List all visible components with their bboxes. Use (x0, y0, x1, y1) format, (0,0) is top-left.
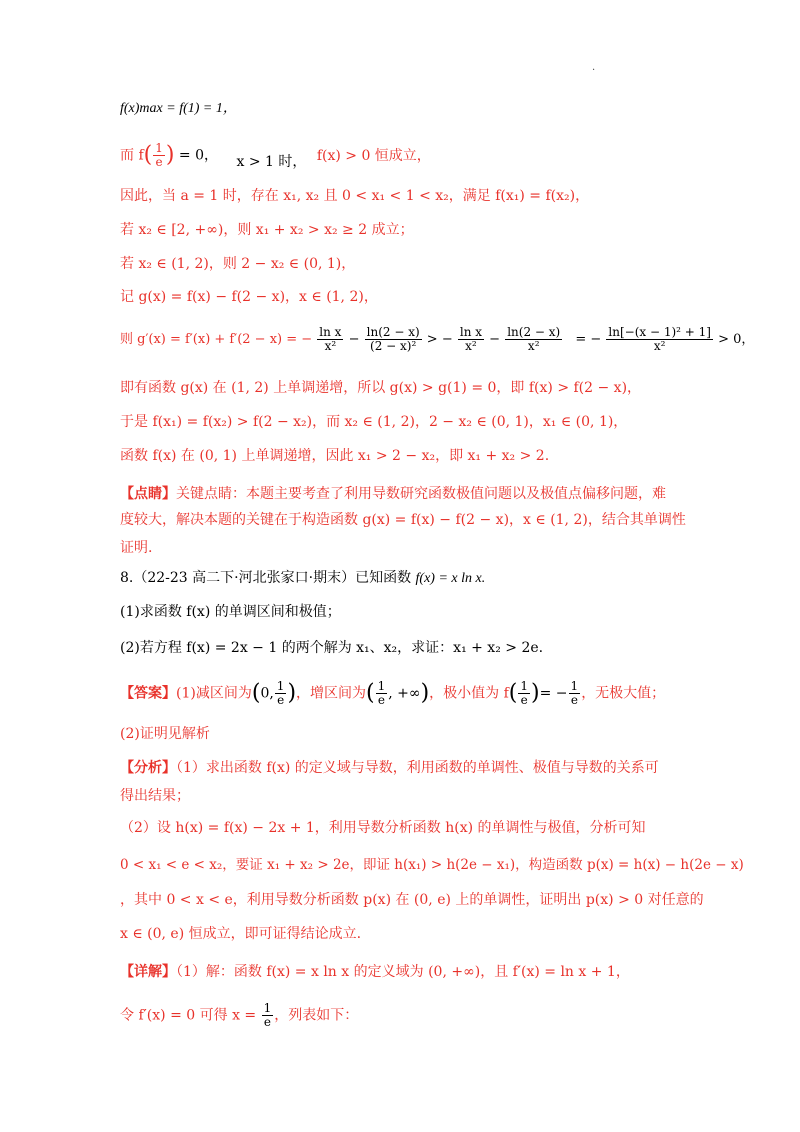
den: e (277, 693, 285, 707)
paren-open: ( (251, 680, 261, 706)
l23: ，其中 0 < x < e，利用导数分析函数 p(x) 在 (0, e) 上的单调性，证明出 p(x) > 0 对任意的 (120, 892, 704, 908)
problem-8-header: 8.（22-23 高二下·河北张家口·期末）已知函数 (120, 570, 412, 586)
l17-g: = − (539, 685, 568, 702)
frac-den: e (155, 155, 163, 169)
l11: 关键点睛：本题主要考查了利用导数研究函数极值问题以及极值点偏移问题，难 (176, 486, 666, 502)
line-analysis-4 (120, 855, 744, 875)
page-mark: . (592, 62, 596, 73)
frac-1-over-e (262, 1002, 274, 1029)
line-dianjing-1 (120, 484, 680, 504)
l05: 若 x₂ ∈ (1, 2)，则 2 − x₂ ∈ (0, 1)， (120, 256, 356, 272)
line-analysis-1 (120, 758, 680, 778)
l04: 若 x₂ ∈ [2, +∞)，则 x₁ + x₂ > x₂ ≥ 2 成立； (120, 222, 414, 238)
paren-close: ) (165, 142, 175, 168)
l07-d: − (489, 332, 501, 347)
l09: 于是 f(x₁) = f(x₂) > f(2 − x₂)，而 x₂ ∈ (1, 2)，2 − x₂ ∈ (0, 1)，x₁ ∈ (0, 1)， (120, 414, 628, 430)
l07-g: > 0， (718, 332, 755, 347)
l16: (2)若方程 f(x) = 2x − 1 的两个解为 x₁、x₂，求证：x₁ + x₂ > 2e. (120, 640, 544, 656)
analysis-tag: 【分析】 (120, 760, 176, 776)
l07-a: 则 g′(x) = f′(x) + f′(2 − x) = − (120, 332, 313, 347)
l02-f: f(x) > 0 恒成立， (316, 147, 431, 164)
frac-1-over-e (275, 680, 287, 707)
line-analysis-3 (120, 818, 680, 838)
num: ln(2 − x) (366, 325, 420, 339)
frac-1-over-e (376, 680, 388, 707)
line-analysis-2 (120, 786, 680, 806)
l10: 函数 f(x) 在 (0, 1) 上单调递增，因此 x₁ > 2 − x₂，即 x₁ + x₂ > 2. (120, 448, 550, 464)
line-detail-1 (120, 962, 680, 982)
frac-ln2x-x2 (505, 326, 562, 353)
frac-1-over-e (153, 142, 165, 169)
l25: （1）解：函数 f(x) = x ln x 的定义域为 (0, +∞)，且 f′(x) = ln x + 1， (176, 964, 630, 980)
frac-1-over-e (569, 680, 581, 707)
l19: （1）求出函数 f(x) 的定义域与导数，利用函数的单调性、极值与导数的关系可 (176, 760, 659, 776)
line-part-1 (120, 602, 680, 622)
l17-e: ，极小值为 f (429, 685, 509, 702)
l17-a: (1)减区间为 (176, 685, 252, 702)
num: 1 (276, 679, 285, 693)
den: e (263, 1015, 271, 1029)
frac-1-over-e (518, 680, 530, 707)
paren-open: ( (508, 680, 518, 706)
l17-d3: , +∞ (388, 685, 421, 702)
l24: x ∈ (0, e) 恒成立，即可证得结论成立. (120, 926, 362, 942)
frac-lnx-x2-a (317, 326, 343, 353)
line-g-increasing (120, 378, 680, 398)
l17-b: 0, (260, 685, 274, 702)
line-case-2 (120, 254, 680, 274)
line-therefore (120, 186, 680, 206)
num: 1 (263, 1001, 272, 1015)
line-define-g (120, 287, 680, 307)
line-part-2 (120, 638, 680, 658)
den: e (520, 693, 528, 707)
den: (2 − x)² (370, 339, 417, 353)
line-dianjing-3 (120, 538, 680, 558)
l12: 度较大，解决本题的关键在于构造函数 g(x) = f(x) − f(2 − x)，x ∈ (1, 2)，结合其单调性 (120, 512, 686, 528)
l07-b: − (348, 332, 360, 347)
line-answer (120, 680, 680, 707)
answer-tag: 【答案】 (120, 685, 176, 702)
num: 1 (520, 679, 529, 693)
l03: 因此，当 a = 1 时，存在 x₁, x₂ 且 0 < x₁ < 1 < x₂，满足 f(x₁) = f(x₂)， (120, 188, 590, 204)
l02-d: = 0， (178, 147, 219, 164)
line-g-prime (120, 325, 755, 362)
num: ln x (459, 325, 483, 339)
l02-e: x > 1 时， (236, 153, 307, 170)
paren-open: ( (366, 680, 375, 706)
num: ln[−(x − 1)² + 1] (608, 325, 711, 339)
frac-ln2x-2x2 (365, 326, 422, 353)
line-analysis-6 (120, 924, 680, 944)
line-f-increasing (120, 446, 680, 466)
l26-c: ，列表如下： (274, 1007, 359, 1024)
num: 1 (377, 679, 386, 693)
frac-num: 1 (155, 141, 163, 155)
l08: 即有函数 g(x) 在 (1, 2) 上单调递增，所以 g(x) > g(1) = 0，即 f(x) > f(2 − x)， (120, 380, 642, 396)
line-answer-2 (120, 724, 680, 744)
l13: 证明. (120, 540, 153, 556)
l15: (1)求函数 f(x) 的单调区间和极值； (120, 604, 341, 620)
dianjing-tag: 【点睛】 (120, 486, 176, 502)
l26-a: 令 f′(x) = 0 可得 x = (120, 1007, 257, 1024)
line-so-f (120, 412, 680, 432)
paren-open: ( (143, 142, 153, 168)
line-case-1 (120, 220, 680, 240)
l18: (2)证明见解析 (120, 726, 210, 742)
paren-close: ) (420, 680, 430, 706)
l02-a: 而 f (120, 147, 144, 164)
num: ln(2 − x) (507, 325, 561, 339)
l17-c: ，增区间为 (296, 685, 367, 702)
num: ln x (319, 325, 342, 339)
line-problem-8 (120, 568, 680, 589)
fmax-text: f(x)max = f(1) = 1， (120, 101, 237, 116)
detail-tag: 【详解】 (120, 964, 176, 980)
paren-close: ) (531, 680, 540, 706)
paren-close: ) (287, 680, 297, 706)
l07-e: = − (575, 332, 602, 347)
den: x² (653, 339, 666, 353)
num: 1 (570, 679, 579, 693)
l17-i: ，无极大值； (581, 685, 666, 702)
l20: 得出结果； (120, 788, 190, 804)
l21: （2）设 h(x) = f(x) − 2x + 1，利用导数分析函数 h(x) 的单调性与极值，分析可知 (120, 820, 646, 836)
line-dianjing-2 (120, 510, 686, 530)
l07-c: > − (426, 332, 453, 347)
line-detail-2 (120, 1002, 680, 1029)
den: e (570, 693, 578, 707)
frac-ln-quad-x2 (606, 326, 713, 353)
den: x² (324, 339, 337, 353)
line-analysis-5 (120, 890, 704, 910)
den: x² (527, 339, 540, 353)
den: x² (465, 339, 477, 353)
l22: 0 < x₁ < e < x₂，要证 x₁ + x₂ > 2e，即证 h(x₁) > h(2e − x₁)，构造函数 p(x) = h(x) − h(2e − x) (120, 857, 744, 873)
den: e (377, 693, 385, 707)
line-fmax (120, 98, 680, 119)
line-f-1-over-e (120, 142, 680, 169)
problem-8-function: f(x) = x ln x. (415, 571, 486, 586)
frac-lnx-x2-b (458, 326, 484, 353)
l06: 记 g(x) = f(x) − f(2 − x)，x ∈ (1, 2)， (120, 289, 378, 305)
